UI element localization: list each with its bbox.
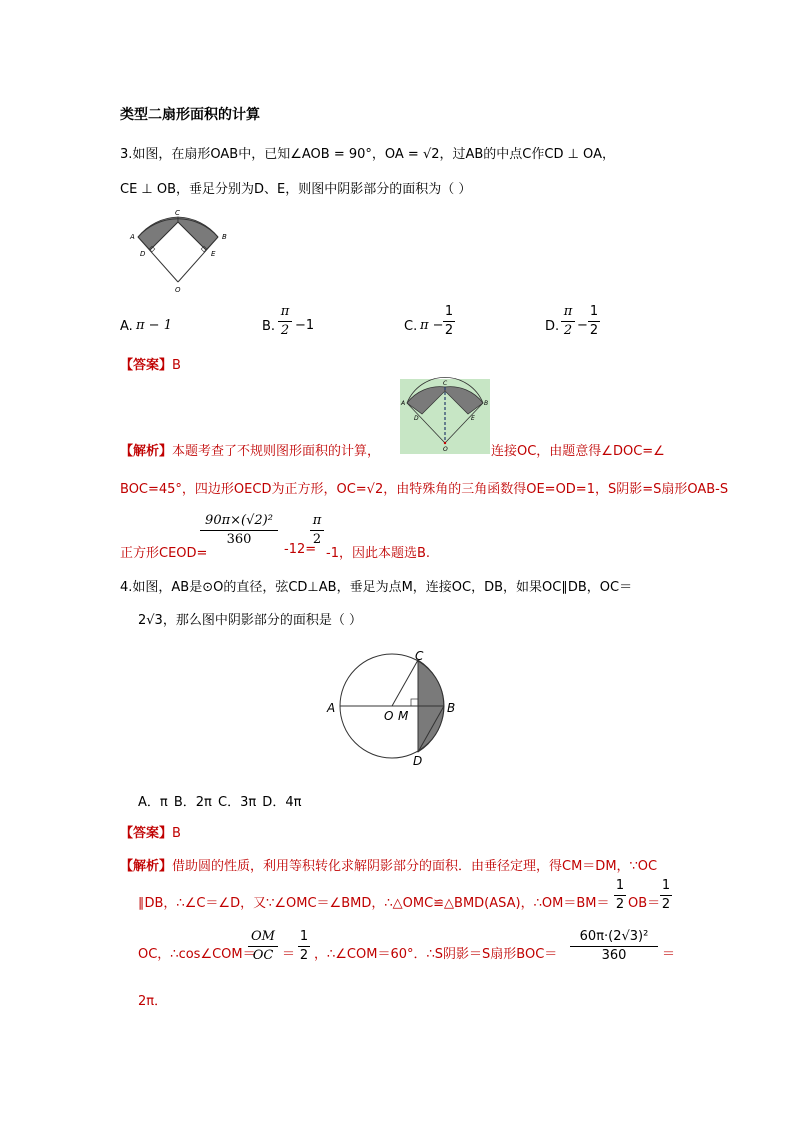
q3-analysis-line1a bbox=[120, 440, 380, 459]
q4-analysis-frac5-num: 60π·(2√3)² bbox=[579, 929, 649, 944]
q4-analysis-frac3-den: OC bbox=[252, 948, 274, 963]
q3-option-d-num2: 1 bbox=[589, 304, 599, 319]
q4-analysis-frac1-den: 2 bbox=[615, 897, 625, 912]
q3-label-b: B bbox=[222, 233, 227, 241]
q4-label-b: B bbox=[447, 701, 456, 715]
q4-label-c: C bbox=[415, 649, 424, 663]
q3-analysis-line3d: -1，因此本题选B. bbox=[326, 546, 431, 561]
q3-analysis-frac2-num: π bbox=[312, 513, 322, 528]
q4-analysis-line2b: OB＝ bbox=[628, 896, 661, 911]
q4-analysis-line2a: ∥DB，∴∠C＝∠D，又∵∠OMC＝∠BMD，∴△OMC≌△BMD(ASA)，∴OM＝BM＝ bbox=[138, 896, 610, 911]
q4-label-o: O bbox=[384, 709, 394, 723]
q3-option-d-fraction1 bbox=[561, 304, 575, 339]
q3-analysis-frac2-den: 2 bbox=[312, 532, 322, 547]
q3-option-c-head: π − bbox=[420, 318, 444, 333]
q4-analysis-frac4-num: 1 bbox=[299, 929, 309, 944]
q4-analysis-tag: 【解析】 bbox=[120, 859, 173, 874]
q4-analysis-frac2-den: 2 bbox=[661, 897, 671, 912]
q3-analysis-label-e: E bbox=[471, 415, 475, 422]
q4-analysis-frac5 bbox=[570, 929, 658, 964]
q3-label-a: A bbox=[130, 233, 135, 241]
q3-analysis-line1b: 连接OC，由题意得∠DOC=∠ bbox=[491, 444, 665, 459]
q4-analysis-line3c: ，∴∠COM＝60°．∴S阴影＝S扇形BOC＝ bbox=[314, 947, 558, 962]
q3-analysis-line3b: -12= bbox=[284, 542, 317, 557]
q4-text-line1: 4.如图，AB是⊙O的直径，弦CD⊥AB，垂足为点M，连接OC，DB，如果OC∥DB，OC＝ bbox=[120, 580, 633, 595]
q3-option-d-fraction2 bbox=[588, 304, 600, 339]
q4-analysis-text1: 借助圆的性质，利用等积转化求解阴影部分的面积．由垂径定理，得CM＝DM，∵OC bbox=[172, 859, 658, 874]
q4-analysis-line3a: OC，∴cos∠COM＝ bbox=[138, 947, 256, 962]
q3-option-b-num: π bbox=[280, 304, 290, 319]
q4-label-a: A bbox=[327, 701, 336, 715]
q4-analysis-frac1-num: 1 bbox=[615, 878, 625, 893]
q3-analysis-frac-den: 360 bbox=[226, 532, 252, 547]
q4-analysis-line1 bbox=[120, 855, 657, 874]
q3-analysis-label-a: A bbox=[401, 400, 406, 407]
q3-analysis-label-o: O bbox=[443, 446, 448, 453]
q3-option-d-mid: − bbox=[577, 318, 588, 333]
q3-option-a-value: π − 1 bbox=[136, 318, 172, 333]
q3-answer bbox=[120, 354, 181, 373]
q3-option-d-den2: 2 bbox=[589, 323, 599, 338]
q3-analysis-fraction bbox=[200, 513, 278, 548]
q3-option-b-key: B. bbox=[262, 319, 276, 334]
q3-option-a-key: A. bbox=[120, 319, 133, 334]
q4-analysis-line3b: ＝ bbox=[282, 947, 296, 962]
q3-analysis-line3a: 正方形CEOD= bbox=[120, 546, 208, 561]
q3-option-b-fraction bbox=[278, 304, 292, 339]
q3-analysis-label-d: D bbox=[414, 415, 419, 422]
q4-analysis-line4: 2π． bbox=[138, 994, 168, 1009]
q3-answer-tag: 【答案】 bbox=[120, 358, 173, 373]
q4-label-m: M bbox=[398, 709, 409, 723]
q3-label-c: C bbox=[175, 209, 180, 217]
q3-analysis-tag: 【解析】 bbox=[120, 444, 173, 459]
q3-text-line1: 3.如图，在扇形OAB中，已知∠AOB = 90°，OA = √2，过AB的中点C作CD ⊥ OA， bbox=[120, 147, 615, 162]
q4-text-line2: 2√3，那么图中阴影部分的面积是（ ） bbox=[138, 613, 362, 628]
q4-analysis-frac1 bbox=[614, 878, 626, 913]
q3-analysis-frac-num: 90π×(√2)² bbox=[205, 513, 273, 528]
q3-figure bbox=[130, 205, 240, 295]
q4-analysis-frac2 bbox=[660, 878, 672, 913]
section-title: 类型二扇形面积的计算 bbox=[120, 107, 260, 123]
q3-option-c-key: C. bbox=[404, 319, 418, 334]
q3-analysis-line2: BOC=45°，四边形OECD为正方形，OC=√2，由特殊角的三角函数得OE=OD=1，S阴影=S扇形OAB-S bbox=[120, 482, 729, 497]
q3-analysis-text1a: 本题考查了不规则图形面积的计算， bbox=[172, 444, 381, 459]
q4-analysis-frac4-den: 2 bbox=[299, 948, 309, 963]
q4-analysis-frac2-num: 1 bbox=[661, 878, 671, 893]
q3-label-d: D bbox=[140, 250, 146, 258]
q3-analysis-fraction2 bbox=[310, 513, 324, 548]
q4-figure bbox=[325, 648, 465, 773]
q4-options: A．π B．2π C．3π D．4π bbox=[138, 795, 302, 810]
q4-analysis-frac5-den: 360 bbox=[601, 948, 627, 963]
q4-answer bbox=[120, 822, 181, 841]
q3-text-line2: CE ⊥ OB，垂足分别为D、E，则图中阴影部分的面积为（ ） bbox=[120, 182, 472, 197]
q4-answer-value: B bbox=[172, 826, 181, 841]
q3-option-c-num: 1 bbox=[444, 304, 454, 319]
q3-analysis-figure bbox=[400, 379, 490, 454]
q3-label-e: E bbox=[211, 250, 216, 258]
q4-analysis-frac4 bbox=[298, 929, 310, 964]
q4-answer-tag: 【答案】 bbox=[120, 826, 173, 841]
q3-option-b-tail: −1 bbox=[295, 318, 315, 333]
q3-answer-value: B bbox=[172, 358, 181, 373]
q3-option-b-den: 2 bbox=[280, 323, 290, 338]
q3-option-d-num1: π bbox=[563, 304, 573, 319]
q4-analysis-line3d: ＝ bbox=[662, 947, 676, 962]
q3-option-d-den1: 2 bbox=[563, 323, 573, 338]
q4-analysis-frac3 bbox=[248, 929, 278, 964]
q3-analysis-label-c: C bbox=[443, 380, 448, 387]
q3-analysis-label-b: B bbox=[484, 400, 489, 407]
q3-option-d-key: D. bbox=[545, 319, 560, 334]
q3-option-c-fraction bbox=[443, 304, 455, 339]
q3-label-o: O bbox=[175, 286, 181, 294]
q4-analysis-frac3-num: OM bbox=[251, 929, 275, 944]
q3-option-c-den: 2 bbox=[444, 323, 454, 338]
q4-label-d: D bbox=[413, 754, 423, 768]
